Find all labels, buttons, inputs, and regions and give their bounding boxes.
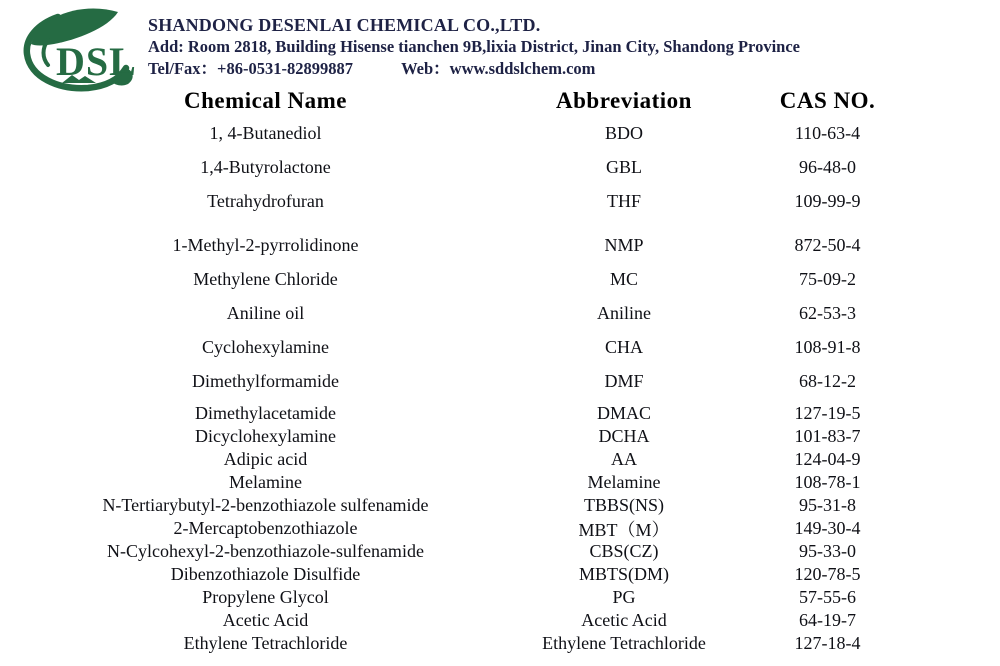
cas-cell: 75-09-2 [799, 268, 856, 289]
cas-cell: 108-91-8 [794, 336, 861, 357]
abbreviation-cell: Melamine [587, 472, 661, 492]
cas-cell: 108-78-1 [794, 472, 861, 492]
abbreviation-cell: DMF [604, 370, 644, 391]
abbreviation-cell: NMP [604, 234, 644, 255]
chemical-name-cell: 1,4-Butyrolactone [200, 156, 331, 177]
abbreviation-cell: THF [606, 190, 641, 211]
abbreviation-cell: CHA [604, 336, 643, 357]
cas-cell: 872-50-4 [794, 234, 861, 255]
abbreviation-cell: MC [609, 268, 638, 289]
table-row [38, 330, 900, 364]
website-text: Web：www.sddslchem.com [401, 59, 596, 78]
table-row [38, 116, 900, 150]
table-row [38, 471, 900, 494]
chemical-name-cell: Methylene Chloride [193, 268, 338, 289]
chemical-name-cell: 1-Methyl-2-pyrrolidinone [172, 234, 359, 255]
chemical-name-cell: Melamine [229, 472, 302, 492]
table-row [38, 632, 900, 655]
company-name: SHANDONG DESENLAI CHEMICAL CO.,LTD. [148, 15, 541, 35]
chemical-name-cell: Acetic Acid [222, 610, 309, 630]
table-row [38, 150, 900, 184]
chemical-name-cell: Dimethylformamide [192, 370, 339, 391]
chemical-name-cell: Dibenzothiazole Disulfide [170, 564, 361, 584]
cas-cell: 127-18-4 [794, 633, 861, 653]
cas-cell: 101-83-7 [794, 426, 861, 446]
contact-line [148, 58, 1000, 80]
cas-cell: 64-19-7 [799, 610, 856, 630]
table-row [38, 425, 900, 448]
table-row [38, 540, 900, 563]
abbreviation-cell: Acetic Acid [581, 610, 667, 630]
abbreviation-cell: GBL [606, 156, 642, 177]
chemical-name-cell: N-Tertiarybutyl-2-benzothiazole sulfenamide [102, 495, 429, 515]
cas-cell: 57-55-6 [799, 587, 856, 607]
abbreviation-cell: Ethylene Tetrachloride [542, 633, 706, 653]
logo-text: DSL [56, 39, 137, 84]
cas-cell: 127-19-5 [794, 403, 861, 423]
cas-cell: 95-33-0 [799, 541, 856, 561]
abbreviation-cell: DMAC [596, 403, 651, 423]
column-header-chemical-name: Chemical Name [184, 88, 347, 113]
table-row [38, 262, 900, 296]
cas-cell: 109-99-9 [794, 190, 861, 211]
cas-cell: 96-48-0 [799, 156, 856, 177]
abbreviation-cell: CBS(CZ) [589, 541, 659, 561]
chemical-name-cell: Dicyclohexylamine [195, 426, 336, 446]
chemical-name-cell: Ethylene Tetrachloride [183, 633, 348, 653]
cas-cell: 124-04-9 [794, 449, 861, 469]
column-header-cas-no: CAS NO. [779, 88, 876, 113]
chemical-name-cell: 2-Mercaptobenzothiazole [173, 518, 358, 538]
cas-cell: 110-63-4 [794, 122, 861, 143]
cas-cell: 68-12-2 [799, 370, 856, 391]
table-row [38, 609, 900, 632]
abbreviation-cell: DCHA [598, 426, 650, 446]
chemical-name-cell: 1, 4-Butanediol [209, 122, 322, 143]
letterhead [0, 0, 1000, 84]
table-row [38, 494, 900, 517]
table-row [38, 563, 900, 586]
company-address: Add: Room 2818, Building Hisense tianchen 9B,lixia District, Jinan City, Shandong Province [148, 37, 800, 56]
abbreviation-cell: PG [612, 587, 636, 607]
chemical-name-cell: N-Cylcohexyl-2-benzothiazole-sulfenamide [107, 541, 424, 561]
abbreviation-cell: Aniline [597, 302, 651, 323]
table-row [38, 228, 900, 262]
cas-cell: 149-30-4 [794, 518, 861, 538]
chemical-name-cell: Propylene Glycol [202, 587, 329, 607]
chemical-name-cell: Aniline oil [226, 302, 305, 323]
column-header-abbreviation: Abbreviation [556, 88, 692, 113]
chemical-table [38, 86, 900, 655]
table-row [38, 402, 900, 425]
cas-cell: 120-78-5 [794, 564, 861, 584]
table-row [38, 448, 900, 471]
chemical-name-cell: Dimethylacetamide [195, 403, 336, 423]
chemical-name-cell: Tetrahydrofuran [207, 190, 324, 211]
abbreviation-cell: AA [611, 449, 637, 469]
table-row [38, 517, 900, 540]
abbreviation-cell: MBT（M） [578, 519, 670, 540]
chemical-name-cell: Adipic acid [223, 449, 308, 469]
dsl-leaf-logo-icon [14, 2, 150, 92]
cas-cell: 95-31-8 [799, 495, 856, 515]
table-row [38, 364, 900, 398]
abbreviation-cell: MBTS(DM) [578, 564, 669, 584]
abbreviation-cell: BDO [604, 122, 643, 143]
table-row [38, 184, 900, 218]
table-row [38, 296, 900, 330]
table-row [38, 586, 900, 609]
abbreviation-cell: TBBS(NS) [583, 495, 664, 515]
telfax-text: Tel/Fax：+86-0531-82899887 [148, 59, 353, 78]
cas-cell: 62-53-3 [799, 302, 856, 323]
table-header-row [38, 86, 900, 116]
chemical-name-cell: Cyclohexylamine [202, 336, 329, 357]
